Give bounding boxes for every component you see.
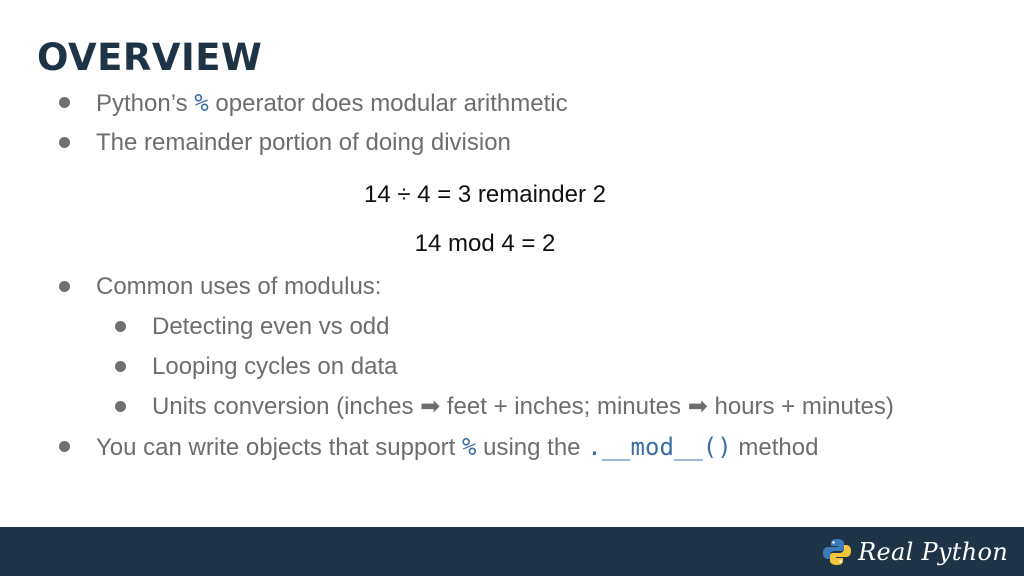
bullet-item (96, 87, 568, 119)
bullet-text: using the (476, 434, 588, 461)
bullet-text: Common uses of modulus: (96, 273, 382, 300)
bullet-item (96, 127, 511, 159)
bullet-dot-icon (115, 361, 126, 372)
sub-bullet-item (152, 311, 389, 343)
bullet-dot-icon (59, 137, 70, 148)
bullet-text: You can write objects that support (96, 434, 462, 461)
equation-mod: 14 mod 4 = 2 (414, 230, 556, 257)
sub-bullet-text: Detecting even vs odd (152, 313, 390, 340)
bullet-dot-icon (59, 97, 70, 108)
sub-bullet-item (152, 351, 398, 383)
sub-bullet-item (152, 391, 894, 423)
bullet-item (96, 271, 381, 303)
sub-bullet-text: Units conversion (inches ➡ feet + inches; minutes ➡ hours + minutes) (152, 393, 894, 420)
python-logo-icon (822, 537, 852, 567)
inline-code: % (194, 89, 209, 117)
bullet-dot-icon (115, 401, 126, 412)
bullet-dot-icon (59, 281, 70, 292)
sub-bullet-text: Looping cycles on data (152, 353, 398, 380)
equation-division: 14 ÷ 4 = 3 remainder 2 (364, 181, 606, 208)
real-python-logo (822, 535, 1008, 569)
bullet-text: operator does modular arithmetic (208, 90, 568, 117)
bullet-text: The remainder portion of doing division (96, 129, 511, 156)
bullet-text: Python’s (96, 90, 195, 117)
footer-bar (0, 527, 1024, 576)
inline-code: % (462, 433, 477, 461)
logo-text: Real Python (858, 538, 1008, 566)
bullet-dot-icon (59, 441, 70, 452)
bullet-text: method (731, 434, 819, 461)
inline-code: .__mod__() (587, 433, 732, 461)
bullet-item (96, 431, 818, 463)
slide-title: OVERVIEW (37, 36, 263, 79)
bullet-dot-icon (115, 321, 126, 332)
